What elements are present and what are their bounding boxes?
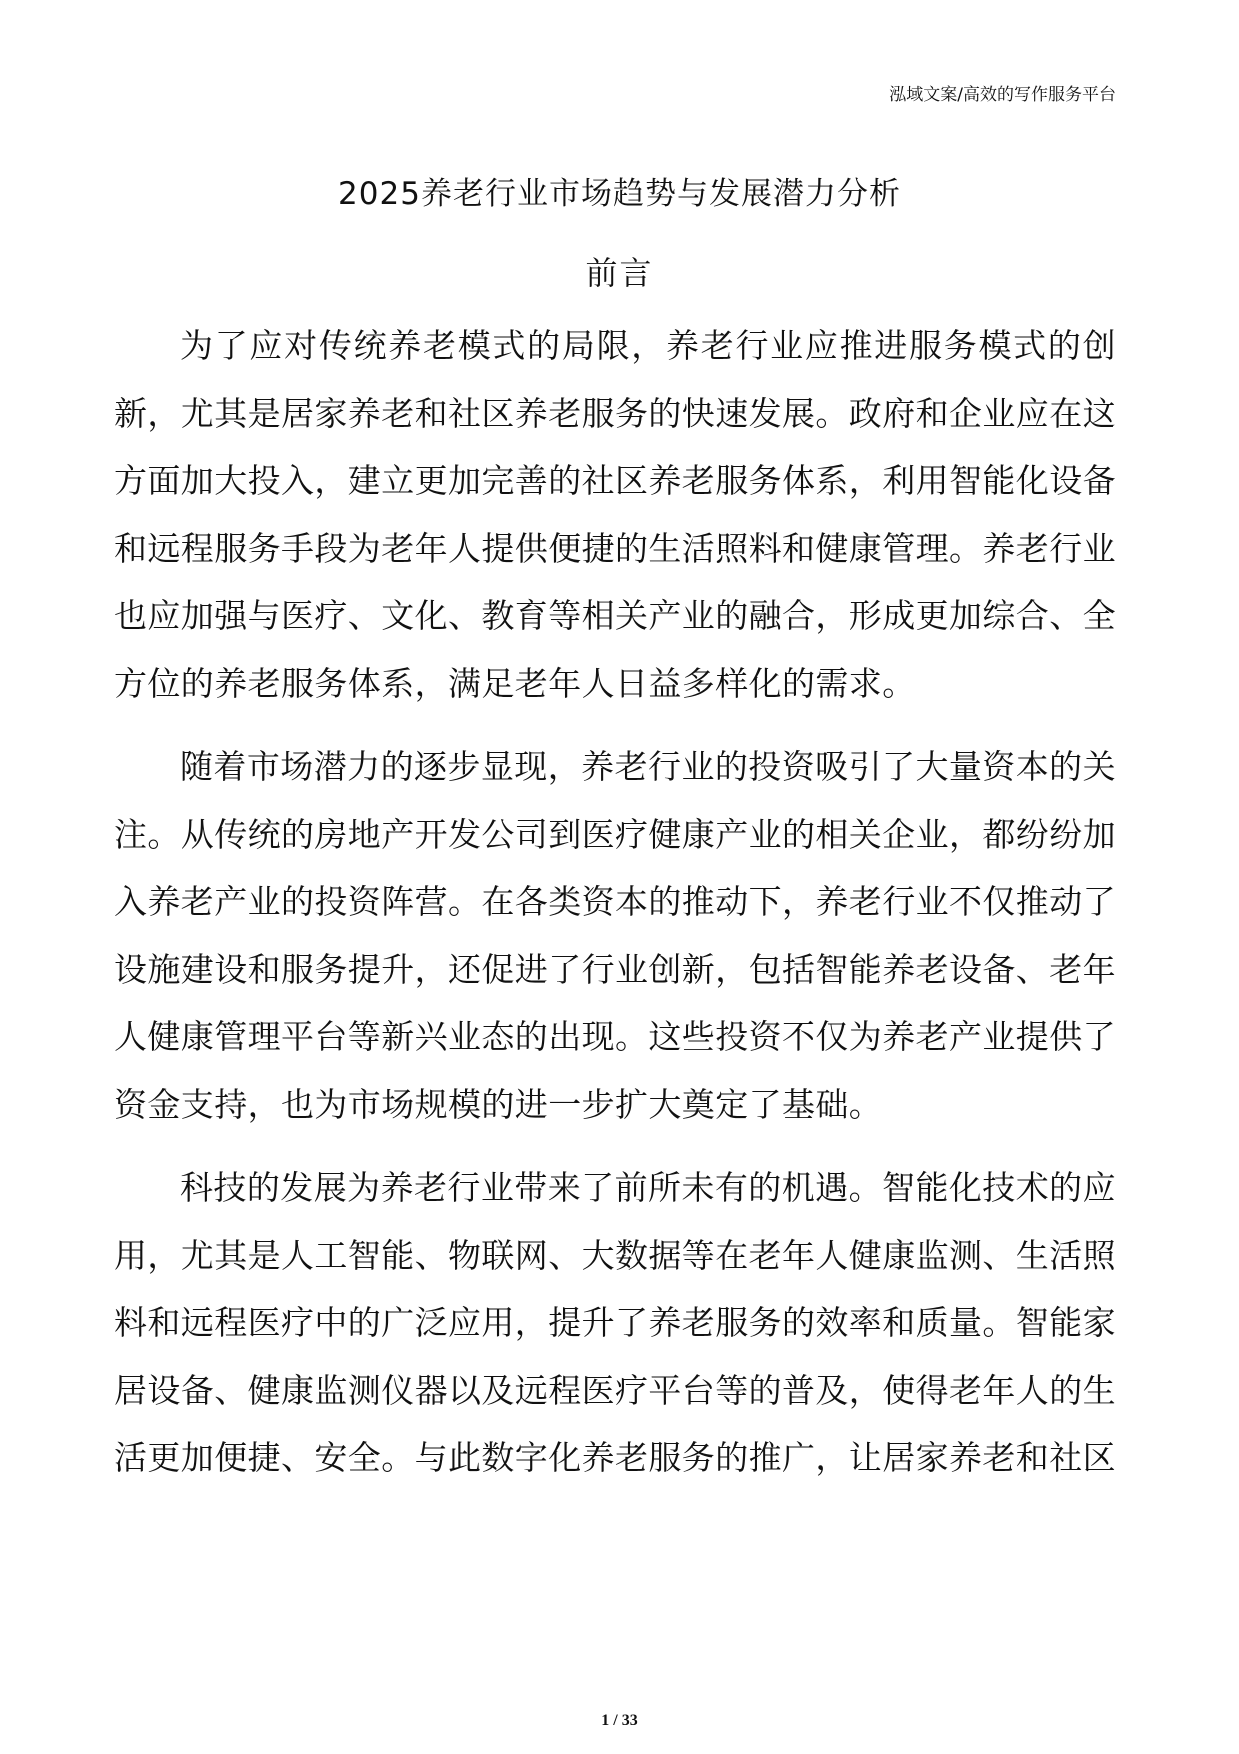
paragraph-1: 为了应对传统养老模式的局限，养老行业应推进服务模式的创新，尤其是居家养老和社区养老服务的快速发展。政府和企业应在这方面加大投入，建立更加完善的社区养老服务体系，利用智能化设备和远程服务手段为老年人提供便捷的生活照料和健康管理。养老行业也应加强与医疗、文化、教育等相关产业的融合，形成更加综合、全方位的养老服务体系，满足老年人日益多样化的需求。 xyxy=(114,326,1116,703)
paragraph-2: 随着市场潜力的逐步显现，养老行业的投资吸引了大量资本的关注。从传统的房地产开发公司到医疗健康产业的相关企业，都纷纷加入养老产业的投资阵营。在各类资本的推动下，养老行业不仅推动了设施建设和服务提升，还促进了行业创新，包括智能养老设备、老年人健康管理平台等新兴业态的出现。这些投资不仅为养老产业提供了资金支持，也为市场规模的进一步扩大奠定了基础。 xyxy=(114,747,1116,1124)
paragraph-3: 科技的发展为养老行业带来了前所未有的机遇。智能化技术的应用，尤其是人工智能、物联网、大数据等在老年人健康监测、生活照料和远程医疗中的广泛应用，提升了养老服务的效率和质量。智能家居设备、健康监测仪器以及远程医疗平台等的普及，使得老年人的生活更加便捷、安全。与此数字化养老服务的推广，让居家养老和社区 xyxy=(114,1168,1116,1477)
document-title: 2025养老行业市场趋势与发展潜力分析 xyxy=(338,176,901,212)
section-title: 前言 xyxy=(585,254,654,292)
page-header: 泓域文案/高效的写作服务平台 xyxy=(889,85,1116,105)
page-number: 1 / 33 xyxy=(601,1712,638,1729)
document-body xyxy=(114,312,1116,1508)
